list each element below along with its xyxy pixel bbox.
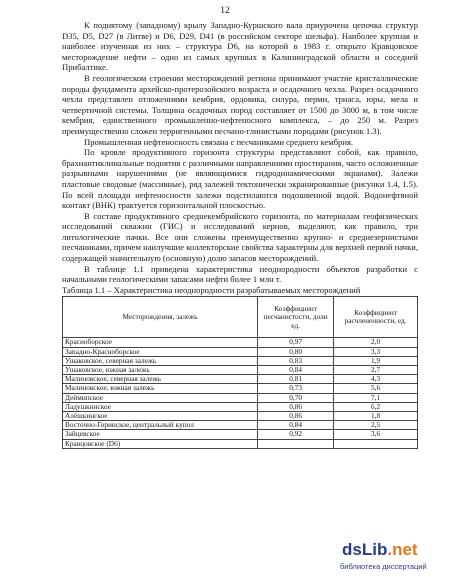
logo-main-text: dsLib [342,540,388,559]
dslib-watermark [340,540,450,582]
logo-domain-text: .net [387,540,418,559]
deposit-name: Малиновское, северная залежь [63,375,258,384]
sand-ratio-value: 0,70 [258,393,334,402]
deposit-name: Кравцовское (D6) [63,439,258,448]
sand-ratio-value: 0,81 [258,375,334,384]
sand-ratio-value: 0,86 [258,412,334,421]
sand-ratio-value: 0,97 [258,338,334,347]
paragraph: К поднятому (западному) крылу Западно-Куршского вала приурочена цепочка структур D35, D5, D27 (в Литве) и D6, D29, D41 (в российском секторе шельфа). Наиболее крупная и наиболее изученная из них – структура D6, на которой в 1983 г. открыто Кравцовское месторождение нефти – одно из самых крупных в Калининградской области и соседней Прибалтике. [62,20,418,73]
table-row [63,430,418,439]
table-row [63,439,418,448]
document-body [62,20,418,449]
deposit-name: Ушаковское, северная залежь [63,356,258,365]
table-row [63,393,418,402]
dissection-value: 1,9 [334,356,418,365]
paragraph: В таблице 1.1 приведена характеристика неоднородности объектов разработки с начальными геологическими запасами нефти более 1 млн т. [62,263,418,285]
dissection-value: 2,5 [334,421,418,430]
page-number: 12 [220,6,230,16]
dissection-value [334,439,418,448]
dissection-value: 2,0 [334,338,418,347]
table-caption: Таблица 1.1 – Характеристика неоднородности разрабатываемых месторождений [62,284,361,295]
watermark-tagline: библиотека диссертаций [340,562,427,571]
column-header-deposit: Месторождения, залежь [63,297,258,338]
sand-ratio-value: 0,73 [258,384,334,393]
table-row [63,402,418,411]
deposit-name: Ладушкинское [63,402,258,411]
deposit-name: Восточно-Горинское, центральный купол [63,421,258,430]
table-row [63,384,418,393]
paragraph: В составе продуктивного среднекембрийского горизонта, по материалам геофизических исследований скважин (ГИС) и исследований кернов, выделяют, как правило, три литологические пачки. Все они сложены преимущественно крупно- и среднезернистыми песчаниками, причем наилучшие коллекторские свойства характерны для верхней первой пачки, содержащей значительную (основную) долю запасов месторождений. [62,210,418,264]
dissection-value: 3,3 [334,347,418,356]
paragraph: По кровле продуктивного горизонта структуры представляют собой, как правило, брахиантиклинальные поднятия с различными направлениями простирания, часто осложненные разрывными нарушениями (не являющимися гидродинамическими экранами). Залежи пластовые сводовые (массивные), ряд залежей тектонически экранированные (рисунки 1.4, 1.5). По всей площади нефтеносности залежи подстилаются подошвенной водой. Водонефтяной контакт (ВНК) трактуется горизонтальной плоскостью. [62,147,418,211]
dissection-value: 6,2 [334,402,418,411]
sand-ratio-value: 0,92 [258,430,334,439]
dissection-value: 4,3 [334,375,418,384]
dissection-value: 5,6 [334,384,418,393]
table-row [63,338,418,347]
sand-ratio-value [258,439,334,448]
deposit-name: Зайцевское [63,430,258,439]
dissection-value: 2,7 [334,366,418,375]
deposit-name: Ушаковское, южная залежь [63,366,258,375]
deposit-name: Западно-Красноборское [63,347,258,356]
deposit-name: Алёшкинское [63,412,258,421]
heterogeneity-table [62,296,418,448]
deposit-name: Малиновское, южная залежь [63,384,258,393]
paragraph: В геологическом строении месторождений региона принимают участие кристаллические породы фундамента архейско-протерозойского возраста и осадочного чехла. Разрез осадочного чехла представлен отложениями кембрия, ордовика, силура, перми, триаса, юры, мела и четвертичной системы. Толщина осадочных пород составляет от 1500 до 3000 м, в том числе кембрия, единственного промышленно-нефтеносного комплекса, – до 250 м. Разрез преимущественно сложен терригенными песчано-глинистыми породами (рисунок 1.3). [62,72,418,136]
dissection-value: 1,8 [334,412,418,421]
dissection-value: 3,6 [334,430,418,439]
table-row [63,421,418,430]
table-row [63,347,418,356]
sand-ratio-value: 0,80 [258,347,334,356]
deposit-name: Красноборское [63,338,258,347]
column-header-dissection: Коэффициент расчлененности, ед. [334,297,418,338]
sand-ratio-value: 0,84 [258,366,334,375]
deposit-name: Деймипское [63,393,258,402]
sand-ratio-value: 0,86 [258,402,334,411]
column-header-sand-ratio: Коэффициент песчанистости, доли ед. [258,297,334,338]
sand-ratio-value: 0,84 [258,421,334,430]
dissection-value: 7,1 [334,393,418,402]
table-header-row [63,297,418,338]
dslib-logo [342,540,418,560]
sand-ratio-value: 0,83 [258,356,334,365]
paragraph: Промышленная нефтеносность связана с песчаниками среднего кембрия. [84,136,354,147]
